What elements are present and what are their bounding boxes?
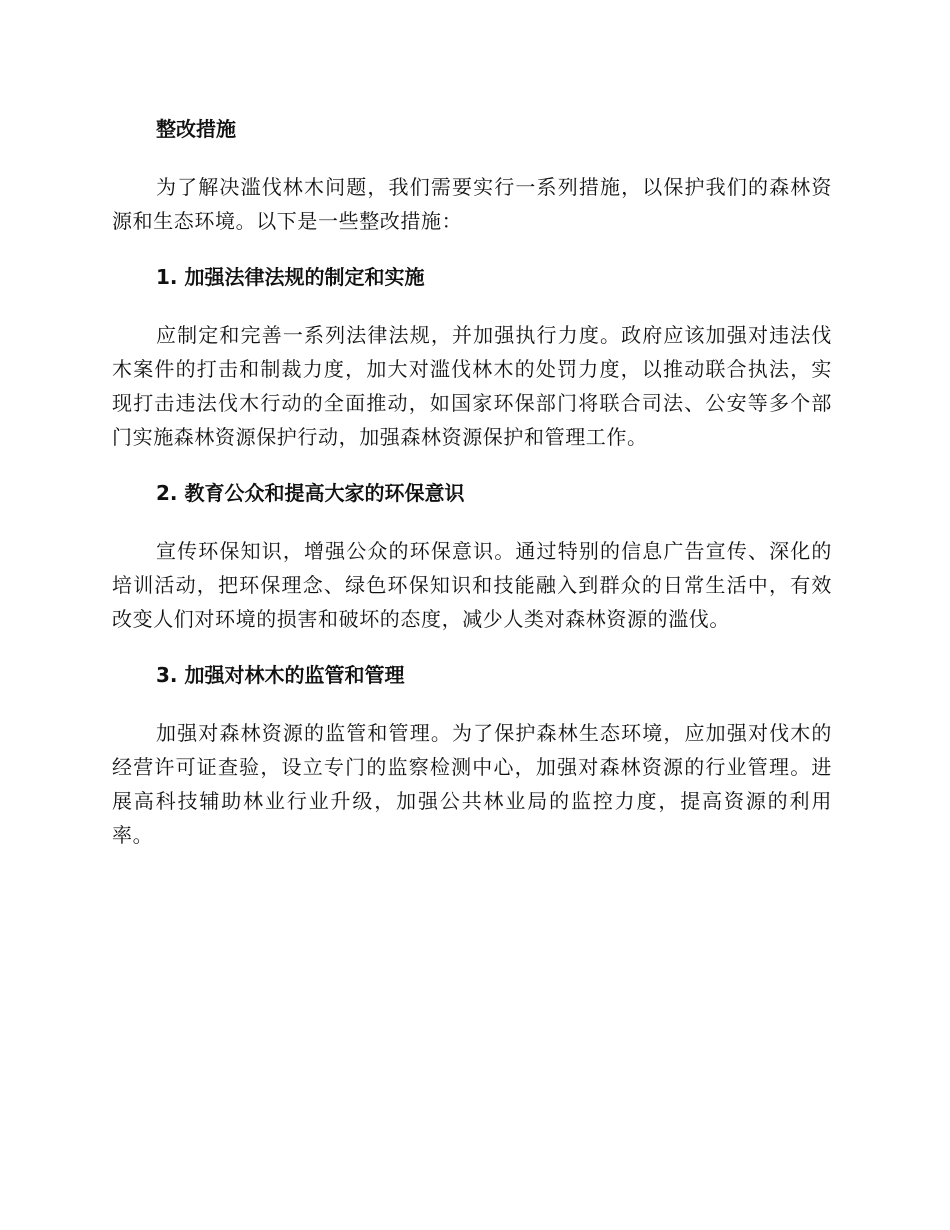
section-heading-1: 1. 加强法律法规的制定和实施 xyxy=(156,265,425,289)
section-body-1: 应制定和完善一系列法律法规，并加强执行力度。政府应该加强对违法伐木案件的打击和制裁力度，加大对滥伐林木的处罚力度，以推动联合执法，实现打击违法伐木行动的全面推动，如国家环保部门将联合司法、公安等多个部门实施森林资源保护行动，加强森林资源保护和管理工作。 xyxy=(112,323,832,449)
section-body-3: 加强对森林资源的监管和管理。为了保护森林生态环境，应加强对伐木的经营许可证查验，设立专门的监察检测中心，加强对森林资源的行业管理。进展高科技辅助林业行业升级，加强公共林业局的监控力度，提高资源的利用率。 xyxy=(112,721,832,847)
section-heading-3: 3. 加强对林木的监管和管理 xyxy=(156,663,405,687)
document-content xyxy=(112,112,832,852)
document-title: 整改措施 xyxy=(156,117,236,141)
section-body-2: 宣传环保知识，增强公众的环保意识。通过特别的信息广告宣传、深化的培训活动，把环保理念、绿色环保知识和技能融入到群众的日常生活中，有效改变人们对环境的损害和破坏的态度，减少人类对森林资源的滥伐。 xyxy=(112,539,832,631)
section-heading-2: 2. 教育公众和提高大家的环保意识 xyxy=(156,481,465,505)
intro-paragraph: 为了解决滥伐林木问题，我们需要实行一系列措施，以保护我们的森林资源和生态环境。以下是一些整改措施： xyxy=(112,175,832,233)
